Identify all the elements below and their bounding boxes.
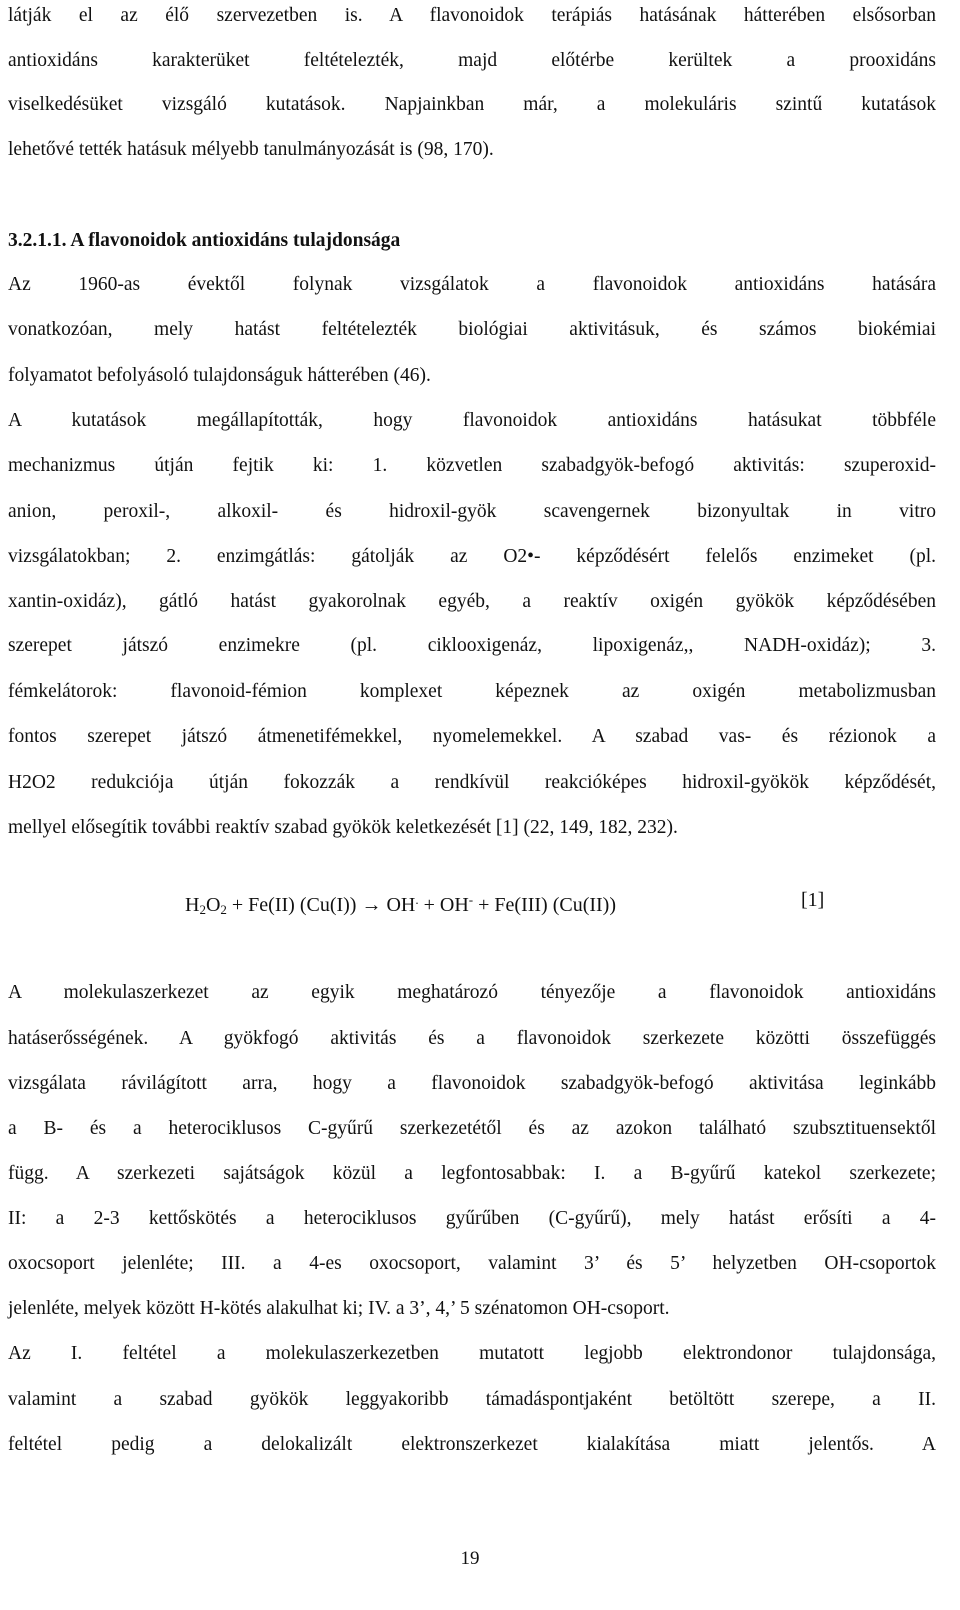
text-line: látják el az élő szervezetben is. A flavonoidok terápiás hatásának hátterében elsősorban xyxy=(8,5,936,26)
text-line: xantin-oxidáz), gátló hatást gyakorolnak egyéb, a reaktív oxigén gyökök képződésében xyxy=(8,591,936,612)
text-line: függ. A szerkezeti sajátságok közül a legfontosabbak: I. a B-gyűrű katekol szerkezete; xyxy=(8,1163,936,1184)
text-line: lehetővé tették hatásuk mélyebb tanulmányozását is (98, 170). xyxy=(8,139,494,160)
formula-tail: + Fe(III) (Cu(II)) xyxy=(473,894,617,916)
text-line: anion, peroxil-, alkoxil- és hidroxil-gyök scavengernek bizonyultak in vitro xyxy=(8,501,936,522)
section-number: 3.2.1.1. xyxy=(8,230,67,251)
formula-o-subscript: 2 xyxy=(220,902,227,917)
formula-h-subscript: 2 xyxy=(199,902,206,917)
text-line: II: a 2-3 kettőskötés a heterociklusos gyűrűben (C-gyűrű), mely hatást erősíti a 4- xyxy=(8,1208,936,1229)
text-line: Az I. feltétel a molekulaszerkezetben mutatott legjobb elektrondonor tulajdonsága, xyxy=(8,1343,936,1364)
text-line: oxocsoport jelenléte; III. a 4-es oxocsoport, valamint 3’ és 5’ helyzetben OH-csoportok xyxy=(8,1253,936,1274)
section-heading xyxy=(8,229,936,253)
formula-h: H xyxy=(185,894,200,916)
text-line: viselkedésüket vizsgáló kutatások. Napjainkban már, a molekuláris szintű kutatások xyxy=(8,94,936,115)
section-title: A flavonoidok antioxidáns tulajdonsága xyxy=(70,230,401,251)
equation-reference: [1] xyxy=(801,889,825,911)
text-line: jelenléte, melyek között H-kötés alakulhat ki; IV. a 3’, 4,’ 5 szénatomon OH-csoport. xyxy=(8,1298,670,1319)
formula-o: O xyxy=(205,894,221,916)
formula-middle: + Fe(II) (Cu(I)) → OH xyxy=(226,894,416,916)
text-line: valamint a szabad gyökök leggyakoribb támadáspontjaként betöltött szerepe, a II. xyxy=(8,1389,936,1410)
text-line: folyamatot befolyásoló tulajdonságuk hátterében (46). xyxy=(8,365,431,386)
text-line: mellyel elősegítik további reaktív szabad gyökök keletkezését [1] (22, 149, 182, 232). xyxy=(8,817,678,838)
text-line: vizsgálatokban; 2. enzimgátlás: gátolják az O2•- képződésért felelős enzimeket (pl. xyxy=(8,546,936,567)
chemical-equation xyxy=(185,887,845,923)
formula-charge: - xyxy=(468,892,474,907)
text-line: vizsgálata rávilágított arra, hogy a flavonoidok szabadgyök-befogó aktivitása leginkább xyxy=(8,1073,936,1094)
text-line: mechanizmus útján fejtik ki: 1. közvetlen szabadgyök-befogó aktivitás: szuperoxid- xyxy=(8,455,936,476)
text-line: a B- és a heterociklusos C-gyűrű szerkezetétől és az azokon található szubsztituensektől xyxy=(8,1118,936,1139)
text-line: H2O2 redukciója útján fokozzák a rendkívül reakcióképes hidroxil-gyökök képződését, xyxy=(8,772,936,793)
text-line: fontos szerepet játszó átmenetifémekkel, nyomelemekkel. A szabad vas- és rézionok a xyxy=(8,726,936,747)
formula-radical-dot: . xyxy=(415,892,419,907)
text-line: Az 1960-as évektől folynak vizsgálatok a flavonoidok antioxidáns hatására xyxy=(8,274,936,295)
text-line: szerepet játszó enzimekre (pl. ciklooxigenáz, lipoxigenáz,, NADH-oxidáz); 3. xyxy=(8,635,936,656)
page-number: 19 xyxy=(460,1548,480,1569)
text-line: feltétel pedig a delokalizált elektronszerkezet kialakítása miatt jelentős. A xyxy=(8,1434,936,1455)
text-line: A kutatások megállapították, hogy flavonoidok antioxidáns hatásukat többféle xyxy=(8,410,936,431)
text-line: fémkelátorok: flavonoid-fémion komplexet képeznek az oxigén metabolizmusban xyxy=(8,681,936,702)
text-line: A molekulaszerkezet az egyik meghatározó tényezője a flavonoidok antioxidáns xyxy=(8,982,936,1003)
text-line: antioxidáns karakterüket feltételezték, majd előtérbe kerültek a prooxidáns xyxy=(8,50,936,71)
text-line: hatáserősségének. A gyökfogó aktivitás és a flavonoidok szerkezete közötti összefüggés xyxy=(8,1028,936,1049)
formula-hydroxide: + OH xyxy=(418,894,469,916)
text-line: vonatkozóan, mely hatást feltételezték biológiai aktivitásuk, és számos biokémiai xyxy=(8,319,936,340)
